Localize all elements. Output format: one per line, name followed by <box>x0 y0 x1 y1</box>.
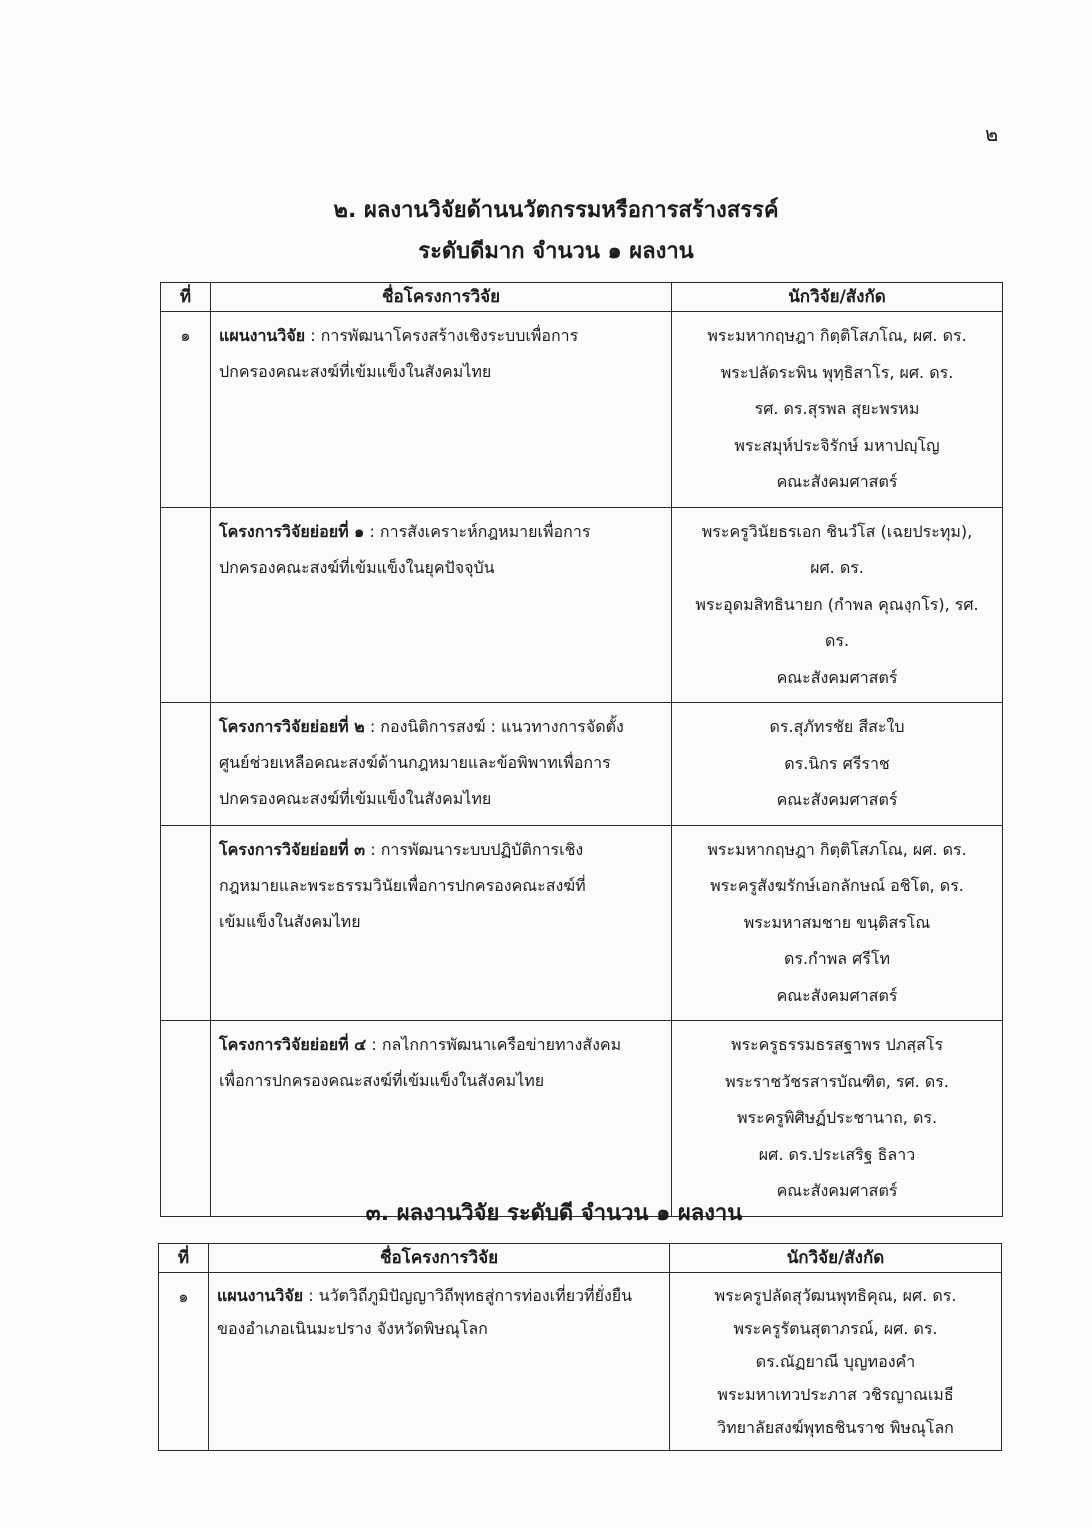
researcher-line: ผศ. ดร. <box>810 558 864 577</box>
researcher-line: คณะสังคมศาสตร์ <box>776 667 898 687</box>
header-researchers: นักวิจัย/สังกัด <box>672 283 1003 312</box>
header-no: ที่ <box>159 1244 209 1273</box>
project-title-text: : การพัฒนาโครงสร้างเชิงระบบเพื่อการ <box>310 326 579 345</box>
project-title-line: เพื่อการปกครองคณะสงฆ์ที่เข้มแข็งในสังคมไทย <box>219 1071 545 1090</box>
header-title: ชื่อโครงการวิจัย <box>211 283 672 312</box>
table-row <box>161 1021 1003 1217</box>
project-label: แผนงานวิจัย <box>217 1286 304 1305</box>
row-number <box>161 825 211 1021</box>
header-title: ชื่อโครงการวิจัย <box>209 1244 670 1273</box>
project-label: โครงการวิจัยย่อยที่ ๔ <box>219 1035 367 1054</box>
page-number: ๒ <box>985 122 999 146</box>
row-number <box>161 1021 211 1217</box>
researcher-line: ดร. <box>824 631 850 650</box>
project-title-text: : กลไกการพัฒนาเครือข่ายทางสังคม <box>371 1035 622 1054</box>
header-no: ที่ <box>161 283 211 312</box>
researcher-line: รศ. ดร.สุรพล สุยะพรหม <box>754 399 920 418</box>
researchers-cell <box>670 1273 1002 1451</box>
project-label: โครงการวิจัยย่อยที่ ๓ <box>219 839 366 859</box>
researcher-line: พระมหากฤษฎา กิตฺติโสภโณ, ผศ. ดร. <box>707 839 967 859</box>
row-number <box>161 507 211 703</box>
project-title-line: ของอำเภอเนินมะปราง จังหวัดพิษณุโลก <box>217 1319 488 1338</box>
researcher-line: ดร.นิกร ศรีราช <box>784 753 890 773</box>
table-row <box>161 507 1003 703</box>
project-title-line <box>217 1279 659 1312</box>
researcher-line: พระมหากฤษฎา กิตฺติโสภโณ, ผศ. ดร. <box>707 326 967 345</box>
row-number: ๑ <box>159 1273 209 1451</box>
project-title-text: : นวัตวิถีภูมิปัญญาวิถีพุทธสู่การท่องเที่ยวที่ยั่งยืน <box>308 1286 633 1305</box>
project-title-line: กฎหมายและพระธรรมวินัยเพื่อการปกครองคณะสงฆ์ที่ <box>219 875 586 895</box>
researcher-line: ดร.ณัฏยาณี บุญทองคำ <box>755 1352 916 1371</box>
project-title-line: ศูนย์ช่วยเหลือคณะสงฆ์ด้านกฎหมายและข้อพิพาทเพื่อการ <box>219 753 611 772</box>
researcher-line: พระปลัดระพิน พุทฺธิสาโร, ผศ. ดร. <box>720 362 954 382</box>
researchers-cell <box>672 825 1003 1021</box>
table-row <box>161 312 1003 508</box>
researcher-line: คณะสังคมศาสตร์ <box>776 985 898 1005</box>
researchers-cell <box>672 1021 1003 1217</box>
project-title-line <box>219 709 661 745</box>
project-title-line: ปกครองคณะสงฆ์ที่เข้มแข็งในสังคมไทย <box>219 362 492 381</box>
section-2-title: ๒. ผลงานวิจัยด้านนวัตกรรมหรือการสร้างสรรค์ <box>333 198 779 223</box>
section-3-table <box>158 1243 1002 1451</box>
header-researchers: นักวิจัย/สังกัด <box>670 1244 1002 1273</box>
project-title-line: เข้มแข็งในสังคมไทย <box>219 911 361 931</box>
researcher-line: พระครูพิศิษฏ์ประชานาถ, ดร. <box>736 1108 938 1127</box>
project-label: แผนงานวิจัย <box>219 326 306 345</box>
project-title-line: ปกครองคณะสงฆ์ที่เข้มแข็งในยุคปัจจุบัน <box>219 557 495 577</box>
table-header-row <box>159 1244 1002 1273</box>
project-title-line <box>219 1027 661 1063</box>
project-title-cell <box>211 703 672 826</box>
table-row <box>159 1273 1002 1451</box>
researcher-line: คณะสังคมศาสตร์ <box>776 790 898 809</box>
researcher-line: ผศ. ดร.ประเสริฐ ธิลาว <box>758 1144 916 1164</box>
table-row <box>161 825 1003 1021</box>
section-2-subtitle: ระดับดีมาก จำนวน ๑ ผลงาน <box>418 239 694 264</box>
researcher-line: พระมหาสมชาย ขนฺติสรโณ <box>743 912 931 932</box>
project-label: โครงการวิจัยย่อยที่ ๑ <box>219 521 365 541</box>
researchers-cell <box>672 507 1003 703</box>
researcher-line: ดร.กำพล ศรีโท <box>783 949 891 968</box>
researcher-line: พระครูวินัยธรเอก ชินวํโส (เฉยประทุม), <box>701 521 973 541</box>
researcher-line: คณะสังคมศาสตร์ <box>776 1181 898 1200</box>
project-title-cell <box>211 507 672 703</box>
section-2-table <box>160 282 1003 1217</box>
researcher-line: ดร.สุภัทรชัย สีสะใบ <box>769 717 905 736</box>
researcher-line: พระครูธรรมธรสฐาพร ปภสฺสโร <box>730 1035 944 1054</box>
project-title-line <box>219 318 661 354</box>
researcher-line: พระครูปลัดสุวัฒนพุทธิคุณ, ผศ. ดร. <box>714 1286 957 1305</box>
researcher-line: พระสมุห์ประจิรักษ์ มหาปญฺโญ <box>734 435 940 455</box>
researcher-line: พระมหาเทวประภาส วชิรญาณเมธี <box>717 1385 954 1404</box>
table-row <box>161 703 1003 826</box>
row-number: ๑ <box>161 312 211 508</box>
project-title-line: ปกครองคณะสงฆ์ที่เข้มแข็งในสังคมไทย <box>219 789 492 808</box>
researcher-line: พระครูรัตนสุตาภรณ์, ผศ. ดร. <box>733 1319 938 1338</box>
project-label: โครงการวิจัยย่อยที่ ๒ <box>219 717 365 736</box>
project-title-cell <box>209 1273 670 1451</box>
project-title-cell <box>211 825 672 1021</box>
project-title-text: : การพัฒนาระบบปฏิบัติการเชิง <box>370 839 584 859</box>
project-title-line <box>219 514 661 550</box>
researcher-line: วิทยาลัยสงฆ์พุทธชินราช พิษณุโลก <box>717 1418 954 1437</box>
table-header-row <box>161 283 1003 312</box>
researchers-cell <box>672 703 1003 826</box>
row-number <box>161 703 211 826</box>
researcher-line: พระอุดมสิทธินายก (กำพล คุณงฺกโร), รศ. <box>695 594 979 614</box>
project-title-line <box>219 832 661 868</box>
project-title-cell <box>211 1021 672 1217</box>
researcher-line: พระราชวัชรสารบัณฑิต, รศ. ดร. <box>725 1071 949 1091</box>
researchers-cell <box>672 312 1003 508</box>
researcher-line: พระครูสังฆรักษ์เอกลักษณ์ อชิโต, ดร. <box>710 876 964 895</box>
researcher-line: คณะสังคมศาสตร์ <box>776 472 898 491</box>
project-title-cell <box>211 312 672 508</box>
project-title-text: : การสังเคราะห์กฎหมายเพื่อการ <box>369 521 591 541</box>
section-3-title: ๓. ผลงานวิจัย ระดับดี จำนวน ๑ ผลงาน <box>365 1201 743 1226</box>
project-title-text: : กองนิติการสงฆ์ : แนวทางการจัดตั้ง <box>369 717 624 736</box>
